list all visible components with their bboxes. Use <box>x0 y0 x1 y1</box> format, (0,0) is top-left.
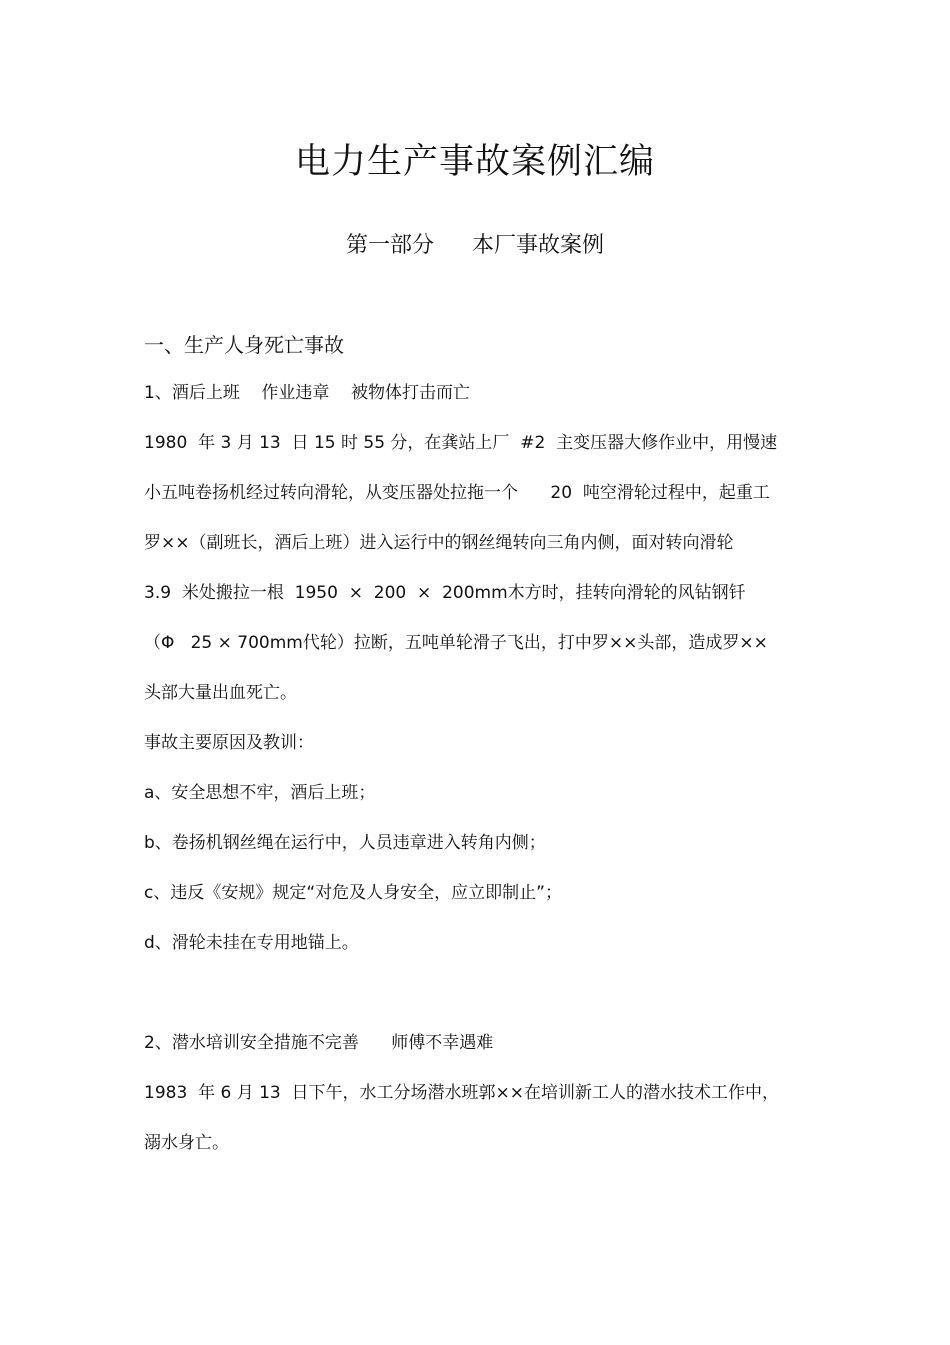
case1-body-line-4: 3.9 米处搬拉一根 1950 × 200 × 200mm木方时，挂转向滑轮的风钻钢钎 <box>144 583 746 603</box>
case1-cause-b: b、卷扬机钢丝绳在运行中，人员违章进入转角内侧； <box>144 833 546 853</box>
case1-causes-heading: 事故主要原因及教训： <box>144 733 314 753</box>
part-name: 本厂事故案例 <box>472 233 605 258</box>
case1-body-line-5: （Φ 25 × 700mm代轮）拉断，五吨单轮滑子飞出，打中罗××头部，造成罗×× <box>144 633 768 653</box>
part-label: 第一部分 <box>345 233 434 258</box>
case2-heading: 2、潜水培训安全措施不完善 师傅不幸遇难 <box>144 1033 494 1053</box>
section-heading: 一、生产人身死亡事故 <box>144 333 344 357</box>
case1-cause-a: a、安全思想不牢，酒后上班； <box>144 783 376 803</box>
case2-body-line-2: 溺水身亡。 <box>144 1133 229 1153</box>
case1-cause-c: c、违反《安规》规定“对危及人身安全，应立即制止”； <box>144 883 562 903</box>
case1-cause-d: d、滑轮未挂在专用地锚上。 <box>144 933 359 953</box>
document-title: 电力生产事故案例汇编 <box>294 142 655 182</box>
case1-body-line-3: 罗××（副班长，酒后上班）进入运行中的钢丝绳转向三角内侧，面对转向滑轮 <box>144 533 734 553</box>
case2-body-line-1: 1983 年 6 月 13 日下午，水工分场潜水班郭××在培训新工人的潜水技术工作中， <box>144 1083 780 1103</box>
case1-body-line-2: 小五吨卷扬机经过转向滑轮，从变压器处拉拖一个 20 吨空滑轮过程中，起重工 <box>144 483 770 503</box>
case1-body-line-6: 头部大量出血死亡。 <box>144 683 297 703</box>
part-title <box>0 230 950 262</box>
case1-body-line-1: 1980 年 3 月 13 日 15 时 55 分，在龚站上厂 #2 主变压器大修作业中，用慢速 <box>144 433 778 453</box>
case1-heading: 1、酒后上班 作业违章 被物体打击而亡 <box>144 383 471 403</box>
